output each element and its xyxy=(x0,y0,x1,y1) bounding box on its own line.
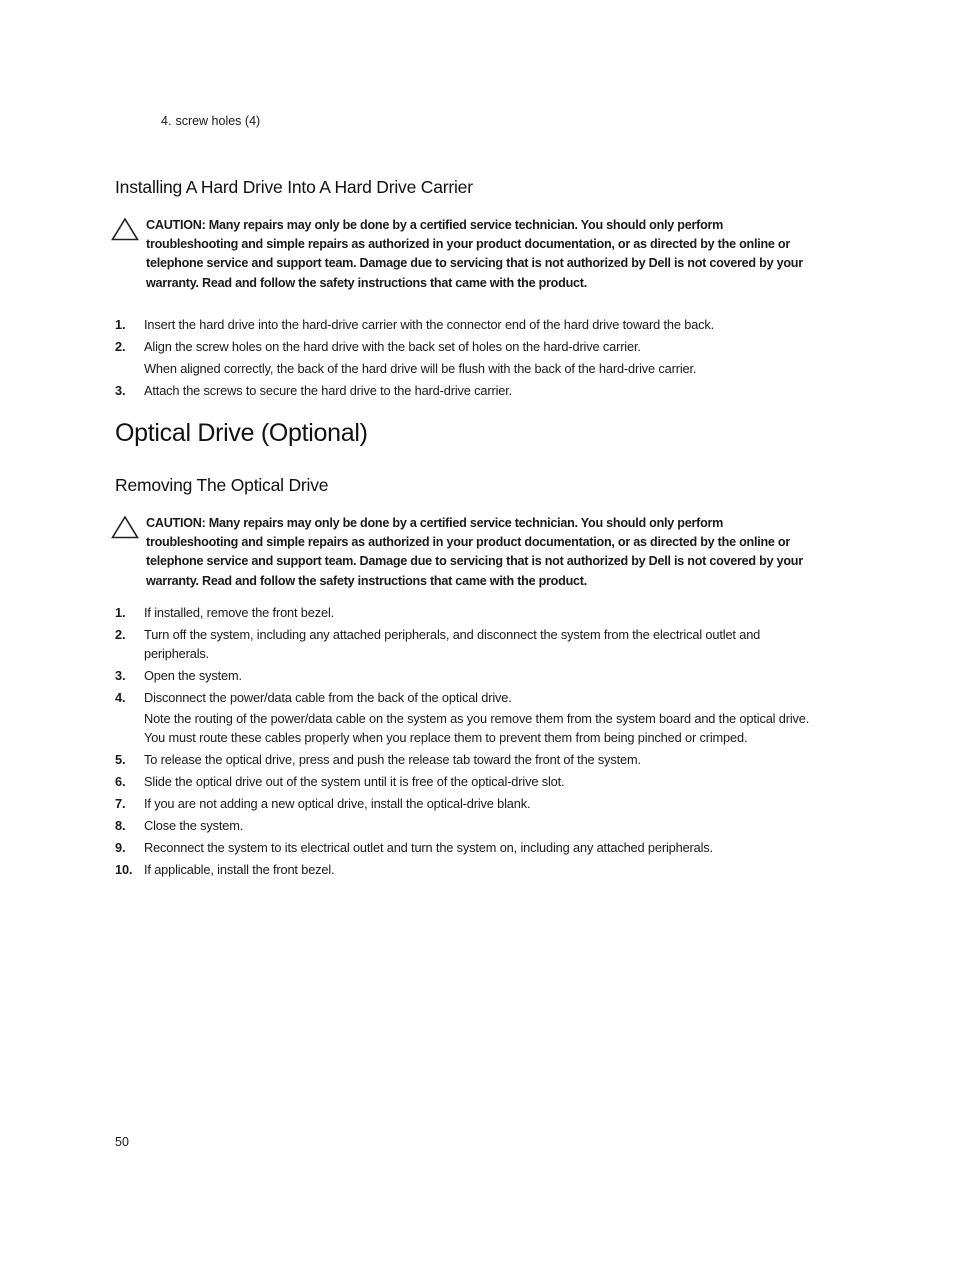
step-number: 2. xyxy=(115,627,126,642)
step-text: If applicable, install the front bezel. xyxy=(144,861,335,877)
page-number: 50 xyxy=(115,1135,129,1149)
list-item xyxy=(115,338,815,378)
list-item xyxy=(115,751,815,770)
step-text: Attach the screws to secure the hard drive to the hard-drive carrier. xyxy=(144,382,513,398)
step-number: 1. xyxy=(115,317,126,332)
step-number: 6. xyxy=(115,773,126,789)
callout-text: screw holes (4) xyxy=(175,114,261,128)
section-heading-installing: Installing A Hard Drive Into A Hard Drive Carrier xyxy=(115,177,473,197)
step-text: Turn off the system, including any attached peripherals, and disconnect the system from the electrical outlet and peripherals. xyxy=(144,627,761,661)
caution-icon xyxy=(111,217,139,241)
list-item xyxy=(115,316,815,335)
step-number: 9. xyxy=(115,839,126,855)
list-item xyxy=(115,604,815,623)
step-text: If installed, remove the front bezel. xyxy=(144,605,335,620)
step-number: 8. xyxy=(115,817,126,833)
step-number: 3. xyxy=(115,667,126,683)
caution-icon xyxy=(111,515,139,539)
step-text: Align the screw holes on the hard drive with the back set of holes on the hard-drive carrier. xyxy=(144,339,641,354)
callout-legend-item xyxy=(161,114,260,128)
step-text: If you are not adding a new optical drive, install the optical-drive blank. xyxy=(144,795,531,811)
step-number: 10. xyxy=(115,861,133,877)
step-text: Slide the optical drive out of the system until it is free of the optical-drive slot. xyxy=(144,773,565,789)
steps-list-removing xyxy=(115,604,815,883)
list-item xyxy=(115,773,815,792)
list-item xyxy=(115,861,815,880)
list-item xyxy=(115,382,815,401)
callout-number: 4. xyxy=(161,114,172,128)
caution-text: CAUTION: Many repairs may only be done by a certified service technician. You should only perform troubleshooting and simple repairs as authorized in your product documentation, or as directed by the online or telephone service and support team. Damage due to servicing that is not authorized by Dell is not covered by your warranty. Read and follow the safety instructions that came with the product. xyxy=(146,516,803,588)
step-number: 5. xyxy=(115,751,126,767)
list-item xyxy=(115,667,815,686)
step-text: Disconnect the power/data cable from the back of the optical drive. xyxy=(144,689,512,705)
step-note: Note the routing of the power/data cable on the system as you remove them from the system board and the optical drive. You must route these cables properly when you replace them to prevent them from being pinched or crimped. xyxy=(144,711,810,745)
list-item xyxy=(115,817,815,836)
step-number: 7. xyxy=(115,795,126,811)
step-text: To release the optical drive, press and push the release tab toward the front of the system. xyxy=(144,751,641,767)
list-item xyxy=(115,795,815,814)
step-note: When aligned correctly, the back of the hard drive will be flush with the back of the hard-drive carrier. xyxy=(144,360,697,376)
step-number: 2. xyxy=(115,339,126,354)
step-text: Open the system. xyxy=(144,667,242,683)
step-number: 3. xyxy=(115,382,126,398)
step-text: Insert the hard drive into the hard-drive carrier with the connector end of the hard drive toward the back. xyxy=(144,317,715,332)
step-text: Reconnect the system to its electrical outlet and turn the system on, including any attached peripherals. xyxy=(144,839,713,855)
list-item xyxy=(115,689,815,748)
step-number: 4. xyxy=(115,689,126,705)
step-number: 1. xyxy=(115,605,126,620)
step-text: Close the system. xyxy=(144,817,244,833)
section-heading-removing: Removing The Optical Drive xyxy=(115,475,329,495)
list-item xyxy=(115,626,815,663)
list-item xyxy=(115,839,815,858)
chapter-title: Optical Drive (Optional) xyxy=(115,419,368,447)
steps-list-installing xyxy=(115,316,815,404)
caution-text: CAUTION: Many repairs may only be done by a certified service technician. You should only perform troubleshooting and simple repairs as authorized in your product documentation, or as directed by the online or telephone service and support team. Damage due to servicing that is not authorized by Dell is not covered by your warranty. Read and follow the safety instructions that came with the product. xyxy=(146,218,803,290)
